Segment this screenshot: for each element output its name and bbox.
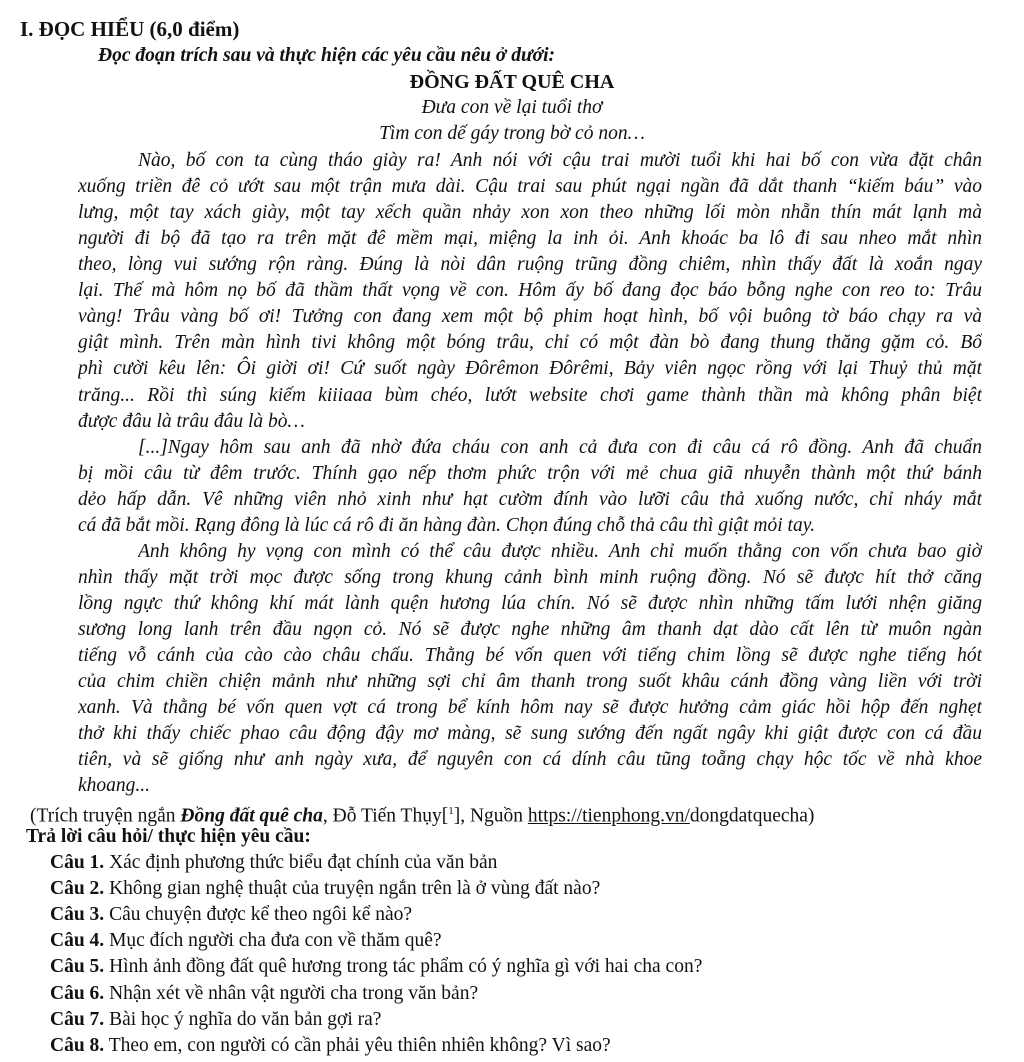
question-item [50,850,954,876]
passage-line: tiên, và sẽ giống như anh ngày xưa, để nguyên con cá dính câu tũng toẵng chạy hộc tốc về nhà khoe [78,749,982,771]
question-item [50,928,954,954]
passage-line: theo, lòng vui sướng rộn ràng. Đúng là nòi dân ruộng trũng đồng chiêm, nhìn thấy đất là xoắn ngay [78,254,982,276]
passage-line: phì cười kêu lên: Ôi giời ơi! Cứ suốt ngày Đôrêmon Đôrêmi, Bảy viên ngọc rồng với lại Thuỷ thủ mặt [78,358,982,380]
question-label: Câu 3. [50,904,105,926]
question-label: Câu 6. [50,982,105,1004]
question-label: Câu 1. [50,852,105,873]
passage-line: thở khi thấy chiếc phao câu động đậy mơ màng, sẽ sung sướng đến ngất ngây khi giật được con cá đầu [78,723,982,745]
passage-line: xuống triền đê cỏ ướt sau một trận mưa dài. Cậu trai sau phút ngại ngần đã dắt thanh “kiếm báu” vào [78,176,982,198]
citation-author: , Đỗ Tiến Thụy[ [322,805,449,827]
question-item [50,981,954,1007]
passage-line: trăng... Rồi thì súng kiếm kiiiaaa bùm chéo, lướt website chơi game thành thần mà không phân biệt [78,384,982,406]
passage-line: [...]Ngay hôm sau anh đã nhờ đứa cháu con anh cả đưa con đi câu cá rô đồng. Anh đã chuẩn [138,436,982,458]
question-label: Câu 5. [50,956,105,978]
question-label: Câu 2. [50,878,105,900]
passage-line: nhìn thấy mặt trời mọc được sống trong khung cảnh bình minh ruộng đồng. Nó sẽ được hít thở căng [78,566,982,588]
question-text: Nhận xét về nhân vật người cha trong văn bản? [104,982,479,1004]
citation-footnote: 1 [448,805,454,817]
question-text: Xác định phương thức biểu đạt chính của văn bản [104,852,498,873]
question-label: Câu 4. [50,930,105,952]
question-item [50,1007,954,1033]
instruction: Đọc đoạn trích sau và thực hiện các yêu cầu nêu ở dưới: [98,45,556,66]
question-text: Câu chuyện được kể theo ngôi kể nào? [104,904,413,926]
passage-line: của chim chiền chiện mảnh như những sợi chỉ âm thanh trong suốt khâu cánh đồng vàng liền với trời [78,671,982,692]
epigraph-line-1: Đưa con về lại tuổi thơ [421,97,603,118]
question-item [50,902,954,928]
passage-line: giật mình. Trên màn hình tivi không một bóng trâu, chỉ có một đàn bò đang thung thăng gặm cỏ. Bố [78,332,982,354]
passage-line: người đi bộ đã tạo ra trên mặt đê mềm mại, miệng la inh ỏi. Anh khoác ba lô đi sau nheo mắt nhìn [78,228,982,250]
question-item [50,1033,954,1059]
passage-line: xanh. Và thằng bé vốn quen vợt cá trong bể kính hôm nay sẽ được hưởng cảm giác hồi hộp đến nghẹt [78,697,982,719]
question-label: Câu 7. [50,1008,105,1030]
citation-source-label: ], Nguồn [453,805,528,827]
question-text: Hình ảnh đồng đất quê hương trong tác phẩm có ý nghĩa gì với hai cha con? [104,956,703,978]
passage-line: cá đã bắt mồi. Rạng đông là lúc cá rô đi ăn hàng đàn. Chọn đúng chỗ thả câu thì giật mỏi tay. [78,514,816,536]
passage-line: Nào, bố con ta cùng tháo giày ra! Anh nói với cậu trai mười tuổi khi hai bố con vừa đặt chân [138,150,982,171]
citation-url-link[interactable]: https://tienphong.vn/ [527,805,690,827]
passage-line: bị mồi câu từ đêm trước. Thính gạo nếp thơm phức trộn với mẻ chua giã nhuyễn thành một thứ bánh [78,462,982,484]
passage-line: khoang... [78,775,151,797]
passage-line: lồng ngực thứ không khí mát lành quện hương lúa chín. Nó sẽ được nhìn những tấm lưới nhện giăng [78,592,982,614]
passage-line: lại. Thế mà hôm nọ bố đã thầm thất vọng về con. Hôm ấy bố đang đọc báo bỗng nghe con reo to: Trâu [78,280,982,302]
story-title: ĐỒNG ĐẤT QUÊ CHA [409,71,615,93]
passage-line: dẻo hấp dẫn. Vê những viên nhỏ xinh như hạt cườm đính vào lưỡi câu thả xuống nước, chỉ nháy mắt [78,488,982,510]
passage-line: Anh không hy vọng con mình có thể câu được nhiều. Anh chỉ muốn thằng con vốn chưa bao giờ [138,540,982,562]
question-text: Mục đích người cha đưa con về thăm quê? [104,930,442,952]
question-label: Câu 8. [50,1034,105,1056]
questions-heading: Trả lời câu hỏi/ thực hiện yêu cầu: [26,826,311,847]
question-text: Không gian nghệ thuật của truyện ngắn trên là ở vùng đất nào? [104,878,601,900]
citation-url-rest: dongdatquecha) [689,805,815,827]
question-text: Bài học ý nghĩa do văn bản gợi ra? [104,1008,382,1030]
passage-line: được đâu là trâu đâu là bò… [78,410,305,432]
citation-prefix: (Trích truyện ngắn [30,805,181,827]
question-item [50,954,954,980]
epigraph-line-2: Tìm con dế gáy trong bờ cỏ non… [379,123,645,144]
passage-line: tiếng vỗ cánh của cào cào châu chấu. Thằng bé vốn quen với tiếng chim lồng sẽ được nghe tiếng hót [78,645,982,666]
passage-line: sương long lanh trên đầu ngọn cỏ. Nó sẽ được nghe những âm thanh dạt dào cất lên từ muôn ngàn [78,618,982,640]
passage-line: lưng, một tay xách giày, một tay xếch quần nhảy xon xon theo những lối mòn nhẵn thín mát lạnh mà [78,202,982,224]
passage-line: vàng! Trâu vàng bố ơi! Tưởng con đang xem một bộ phim hoạt hình, bố vội buông tờ báo chạy ra và [78,306,982,328]
citation-work-title: Đồng đất quê cha [180,805,323,827]
section-heading: I. ĐỌC HIỂU (6,0 điểm) [20,17,240,41]
question-item [50,876,954,902]
question-text: Theo em, con người có cần phải yêu thiên nhiên không? Vì sao? [104,1034,611,1056]
